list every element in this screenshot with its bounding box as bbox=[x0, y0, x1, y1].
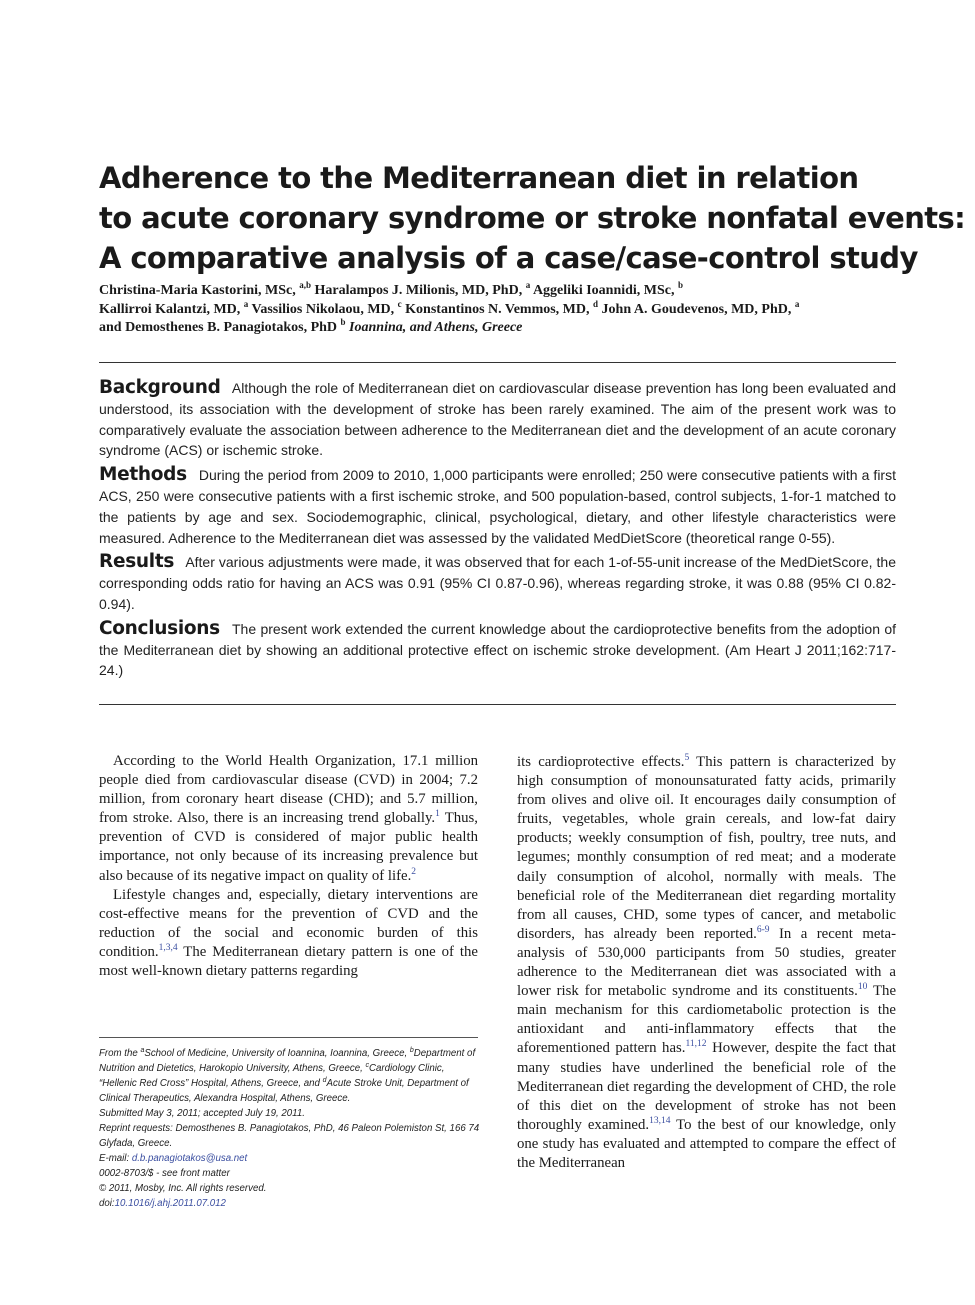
body-paragraph bbox=[517, 753, 896, 1173]
affiliation-mark: d bbox=[322, 1077, 327, 1084]
article-title bbox=[99, 158, 966, 278]
citation-link[interactable]: 10 bbox=[857, 982, 868, 993]
affiliation-mark: d bbox=[593, 298, 599, 309]
author: Christina-Maria Kastorini, MSc, bbox=[99, 283, 296, 298]
author: and Demosthenes B. Panagiotakos, PhD bbox=[99, 320, 338, 335]
reprint-requests: Reprint requests: Demosthenes B. Panagiotakos, PhD, 46 Paleon Polemiston St, 166 74 bbox=[99, 1123, 480, 1134]
body-text: This pattern is characterized by high consumption of monounsaturated fatty acids, primarily from olives and olive oil. It encourages daily consumption of fruits, vegetables, whole grain cereals, and low-fat dairy products; weekly consumption of fish, poultry, tree nuts, and legumes; monthly consumption of red meat; and a moderate daily consumption of alcohol, normally with meals. The beneficial role of the Mediterranean diet regarding mortality from all causes, CHD, some types of cancer, and metabolic disorders, has already been reported. bbox=[517, 754, 896, 942]
abstract bbox=[99, 378, 896, 685]
footnote-text: Department of bbox=[413, 1048, 476, 1059]
footnote-text: Acute Stroke Unit, Department of bbox=[326, 1078, 469, 1089]
abstract-heading: Methods bbox=[99, 464, 187, 486]
author-line bbox=[99, 298, 899, 320]
author-location: Ioannina, and Athens, Greece bbox=[349, 320, 523, 335]
citation-link[interactable]: 13,14 bbox=[649, 1115, 671, 1126]
citation-link[interactable]: 1,3,4 bbox=[158, 942, 178, 953]
body-text: However, despite the fact that many studies have underlined the beneficial role of the Mediterranean diet regarding the development of CHD, the role of this diet on the development of stroke has not been thoroughly examined. bbox=[517, 1040, 896, 1133]
citation-link[interactable]: 11,12 bbox=[685, 1039, 707, 1050]
email-link[interactable]: d.b.panagiotakos@usa.net bbox=[131, 1153, 248, 1164]
body-text: Thus, prevention of CVD is considered of major public health importance, not only because of its increasing prevalence but also because of its negative impact on quality of life. bbox=[99, 810, 479, 884]
affiliation-mark: a bbox=[243, 298, 249, 309]
footnote-line bbox=[99, 1046, 478, 1061]
body-text: The main mechanism for this cardiometabolic protection is the antioxidant and anti-inflammatory effects that the aforementioned pattern has. bbox=[517, 983, 897, 1057]
affiliation-mark: b bbox=[409, 1047, 414, 1054]
citation-link[interactable]: 5 bbox=[684, 753, 690, 763]
footnote-rule bbox=[99, 1037, 478, 1038]
submission-dates: Submitted May 3, 2011; accepted July 19, 2011. bbox=[99, 1108, 305, 1119]
footnote-text: School of Medicine, University of Ioannina, Ioannina, Greece, bbox=[144, 1048, 410, 1059]
abstract-heading: Results bbox=[99, 551, 175, 573]
title-line: A comparative analysis of a case/case-control study bbox=[99, 241, 918, 275]
author: John A. Goudevenos, MD, PhD, bbox=[601, 301, 792, 317]
footnote-text: Nutrition and Dietetics, Harokopio University, Athens, Greece, bbox=[99, 1063, 366, 1074]
issn-line: 0002-8703/$ - see front matter bbox=[99, 1168, 230, 1179]
abstract-heading: Conclusions bbox=[99, 617, 220, 639]
author-line bbox=[99, 319, 899, 338]
body-paragraph bbox=[99, 752, 478, 886]
citation-link[interactable]: 2 bbox=[411, 866, 417, 877]
body-text: In a recent meta-analysis of 530,000 participants from 50 studies, greater adherence to the Mediterranean diet was associated with a lower risk for metabolic syndrome and its constituents. bbox=[517, 925, 896, 1000]
abstract-text: Although the role of Mediterranean diet on cardiovascular disease prevention has long been evaluated and understood, its association with the development of stroke has been rarely examined. The aim of the present work was to comparatively evaluate the association between adherence to the Mediterranean diet and the development of an acute coronary syndrome (ACS) or ischemic stroke. bbox=[99, 380, 896, 459]
doi-line bbox=[99, 1196, 478, 1211]
abstract-text: The present work extended the current knowledge about the cardioprotective benefits from the adoption of the Mediterranean diet by showing an additional protective effect on ischemic stroke development. (Am Heart J 2011;162:717-24.) bbox=[99, 620, 896, 679]
body-text: its cardioprotective effects. bbox=[517, 754, 685, 770]
author: Kallirroi Kalantzi, MD, bbox=[99, 301, 241, 317]
affiliation-mark: a bbox=[140, 1047, 145, 1054]
doi-label: doi: bbox=[99, 1198, 115, 1209]
author: Vassilios Nikolaou, MD, bbox=[251, 301, 395, 317]
abstract-text: During the period from 2009 to 2010, 1,000 participants were enrolled; 250 were consecutive patients with a first ACS, 250 were consecutive patients with a first ischemic stroke, and 500 population-based, control subjects, 1-for-1 matched to the patients by age and sex. Sociodemographic, clinical, psychological, dietary, and other lifestyle characteristics were measured. Adherence to the Mediterranean diet was assessed by the validated MedDietScore (theoretical range 0-55). bbox=[99, 467, 896, 546]
author-line bbox=[99, 282, 899, 301]
author-list bbox=[99, 282, 899, 338]
footnote-text: Cardiology Clinic, bbox=[369, 1063, 445, 1074]
email-label: E-mail: bbox=[99, 1153, 132, 1164]
copyright-line: © 2011, Mosby, Inc. All rights reserved. bbox=[99, 1183, 267, 1194]
footnote-line bbox=[99, 1076, 478, 1091]
citation-link[interactable]: 6-9 bbox=[756, 924, 770, 935]
abstract-conclusions bbox=[99, 619, 896, 681]
title-line: to acute coronary syndrome or stroke nonfatal events: bbox=[99, 201, 966, 235]
email-line bbox=[99, 1151, 478, 1166]
affiliation-mark: a bbox=[525, 280, 531, 290]
abstract-top-rule bbox=[99, 362, 896, 363]
affiliation-mark: c bbox=[365, 1062, 370, 1069]
author: Konstantinos N. Vemmos, MD, bbox=[405, 301, 590, 317]
body-column-left bbox=[99, 752, 478, 981]
body-text: To the best of our knowledge, only one study has evaluated and attempted to compare the effect of the Mediterranean bbox=[517, 1116, 896, 1171]
abstract-bottom-rule bbox=[99, 704, 896, 705]
body-paragraph bbox=[99, 886, 478, 981]
title-line: Adherence to the Mediterranean diet in relation bbox=[99, 161, 859, 195]
author: Aggeliki Ioannidi, MSc, bbox=[532, 283, 675, 298]
body-text: The Mediterranean dietary pattern is one of the most well-known dietary patterns regarding bbox=[99, 943, 478, 980]
footnote-line: Clinical Therapeutics, Alexandra Hospital, Athens, Greece. bbox=[99, 1093, 351, 1104]
author: Haralampos J. Milionis, MD, PhD, bbox=[314, 283, 523, 298]
body-column-right bbox=[517, 753, 896, 1173]
footnotes bbox=[99, 1046, 478, 1211]
footnote-text: From the bbox=[99, 1048, 141, 1059]
affiliation-mark: b bbox=[678, 280, 684, 290]
affiliation-mark: a bbox=[794, 298, 800, 309]
abstract-text: After various adjustments were made, it was observed that for each 1-of-55-unit increase of the MedDietScore, the corresponding odds ratio for having an ACS was 0.91 (95% CI 0.87-0.96), whereas regarding stroke, it was 0.88 (95% CI 0.82-0.94). bbox=[99, 554, 896, 612]
affiliation-mark: a,b bbox=[299, 280, 312, 290]
reprint-requests: Glyfada, Greece. bbox=[99, 1138, 173, 1149]
abstract-methods bbox=[99, 465, 896, 548]
abstract-results bbox=[99, 552, 896, 614]
citation-link[interactable]: 1 bbox=[435, 809, 440, 820]
doi-link[interactable]: 10.1016/j.ahj.2011.07.012 bbox=[114, 1198, 226, 1209]
affiliation-mark: b bbox=[340, 317, 346, 327]
footnote-text: “Hellenic Red Cross” Hospital, Athens, Greece, and bbox=[99, 1078, 323, 1089]
abstract-heading: Background bbox=[99, 377, 221, 398]
body-text: Lifestyle changes and, especially, dietary interventions are cost-effective means for the prevention of CVD and the reduction of the social and economic burden of this condition. bbox=[99, 886, 478, 960]
body-text: According to the World Health Organization, 17.1 million people died from cardiovascular disease (CVD) in 2004; 7.2 million, from coronary heart disease (CHD); and 5.7 million, from stroke. Also, there is an increasing trend globally. bbox=[99, 753, 478, 827]
abstract-background bbox=[99, 378, 896, 461]
affiliation-mark: c bbox=[397, 298, 402, 309]
footnote-line bbox=[99, 1061, 478, 1076]
